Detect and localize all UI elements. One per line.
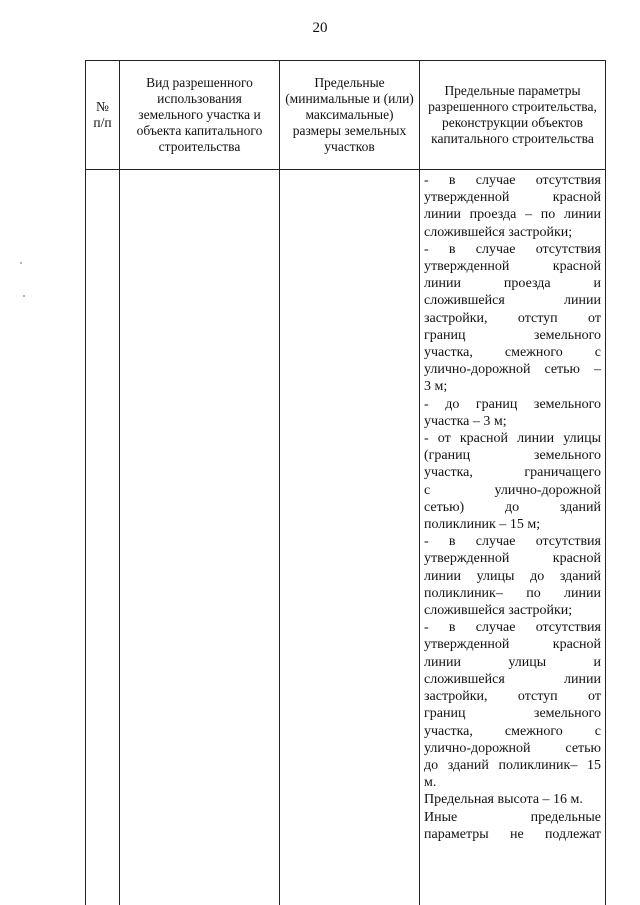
param-line: границ земельного (424, 706, 601, 722)
param-line: - от красной линии улицы (424, 431, 601, 447)
param-line: застройки, отступ от (424, 310, 601, 326)
cell-number (86, 170, 120, 905)
table-row (86, 170, 606, 905)
param-line: линии улицы до зданий (424, 568, 601, 584)
page-number: 20 (312, 20, 328, 36)
scan-speck (20, 262, 22, 264)
param-line: участка – 3 м; (424, 413, 507, 429)
cell-use-type (120, 170, 280, 905)
header-use-type: Вид разрешенного использования земельного участка и объекта капитального строительства (120, 61, 280, 170)
param-line: сетью) до зданий (424, 499, 601, 515)
param-line: сложившейся линии (424, 293, 601, 309)
param-line: утвержденной красной (424, 551, 601, 567)
param-line: линии улицы и (424, 654, 601, 670)
construction-params-text (420, 170, 605, 843)
param-line: сложившейся застройки; (424, 224, 573, 240)
param-line: Иные предельные (424, 809, 601, 825)
param-line: утвержденной красной (424, 190, 601, 206)
regulations-table (85, 60, 606, 905)
param-line: (границ земельного (424, 448, 601, 464)
param-line: - в случае отсутствия (424, 173, 601, 188)
param-line: до зданий поликлиник– 15 (424, 757, 601, 773)
table-header-row (86, 61, 606, 170)
header-plot-sizes: Предельные (минимальные и (или) максимальные) размеры земельных участков (280, 61, 420, 170)
param-line: - в случае отсутствия (424, 241, 601, 257)
param-line: параметры не подлежат (424, 826, 601, 842)
param-line: участка, смежного с (424, 723, 601, 739)
param-line: участка, смежного с (424, 345, 601, 361)
param-line: улично-дорожной сетью – (424, 362, 601, 378)
param-line: поликлиник– по линии (424, 585, 601, 601)
param-line: - до границ земельного (424, 396, 601, 412)
param-line: сложившейся застройки; (424, 603, 573, 619)
param-line: границ земельного (424, 327, 601, 343)
header-number: № п/п (86, 61, 120, 170)
param-line: улично-дорожной сетью (424, 740, 601, 756)
param-line: м. (424, 775, 437, 791)
param-line: утвержденной красной (424, 637, 601, 653)
param-line: застройки, отступ от (424, 689, 601, 705)
param-line: линии проезда и (424, 276, 601, 292)
param-line: Предельная высота – 16 м. (424, 792, 583, 808)
header-construction-params: Предельные параметры разрешенного строительства, реконструкции объектов капитального строительства (420, 61, 606, 170)
param-line: поликлиник – 15 м; (424, 517, 541, 533)
param-line: с улично-дорожной (424, 482, 601, 498)
param-line: 3 м; (424, 379, 448, 395)
cell-plot-sizes (280, 170, 420, 905)
param-line: сложившейся линии (424, 671, 601, 687)
param-line: линии проезда – по линии (424, 207, 601, 223)
param-line: участка, граничащего (424, 465, 601, 481)
cell-construction-params (420, 170, 606, 905)
param-line: - в случае отсутствия (424, 620, 601, 636)
param-line: утвержденной красной (424, 259, 601, 275)
scan-speck (23, 295, 25, 297)
param-line: - в случае отсутствия (424, 534, 601, 550)
